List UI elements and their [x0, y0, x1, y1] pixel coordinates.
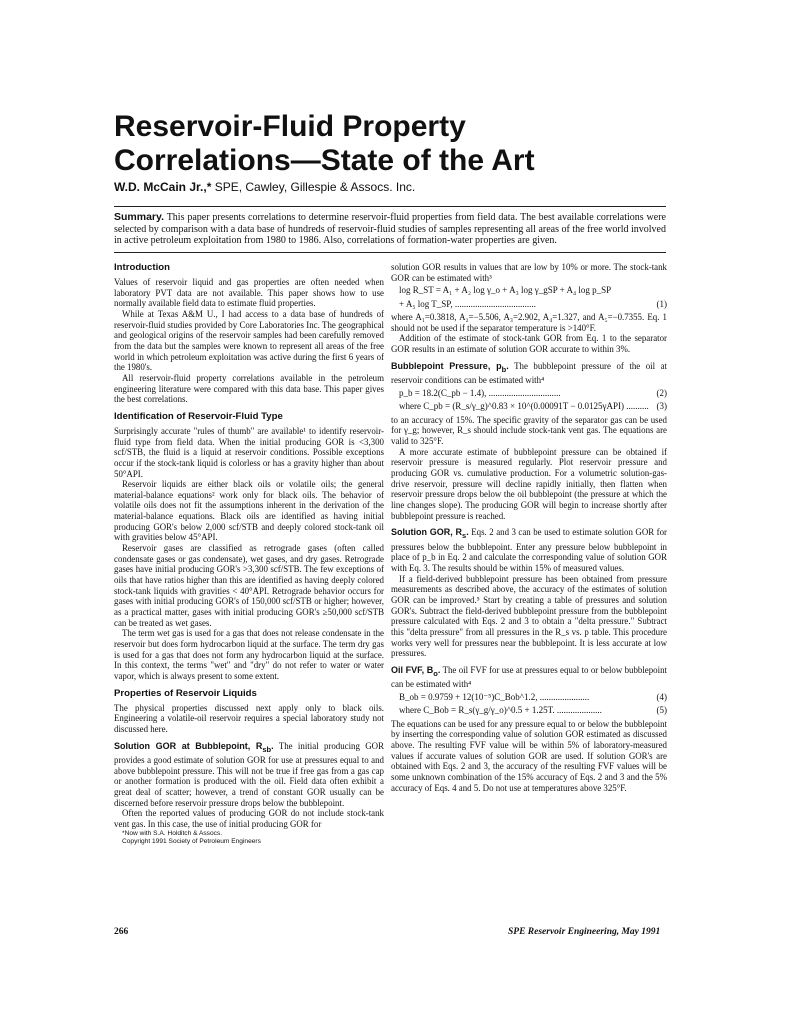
paragraph: The physical properties discussed next apply only to black oils. Engineering a volatile-oil reservoir requires a special laboratory study not discussed here.: [114, 702, 384, 734]
subsection-oil-fvf: Oil FVF, $B_o$. The oil FVF for use at pressures equal to or below bubblepoint can be estimated with⁴: [391, 664, 667, 690]
paragraph: solution GOR results in values that are low by 10% or more. The stock-tank GOR can be estimated with³: [391, 262, 667, 283]
paragraph: Reservoir liquids are either black oils or volatile oils; the general material-balance equations² work only for black oils. The behavior of volatile oils does not fit the assumptions inherent in the derivation of the material-balance equations. Black oils are identified as having initial producing GOR's below 2,000 scf/STB and deeply colored stock-tank oil with gravities below 45°API.: [114, 479, 384, 543]
equation-number: (1): [656, 298, 667, 309]
title-line-2: Correlations—State of the Art: [114, 144, 535, 177]
equation-5: where C_Bob = R_s(γ_g/γ_o)^0.5 + 1.25T. .................... (5): [399, 705, 667, 716]
equation-number: (2): [656, 387, 667, 398]
run-in-heading: Solution GOR at Bubblepoint, $R_{sb}$.: [114, 740, 274, 754]
section-heading-identification: Identification of Reservoir-Fluid Type: [114, 410, 283, 422]
paragraph: If a field-derived bubblepoint pressure has been obtained from pressure measurements as described above, the accuracy of the estimates of solution GOR can be improved.⁵ Start by creating a table of pressures and solution GOR's. Subtract the field-derived bubblepoint pressure from the bubblepoint pressure calculated with Eqs. 2 and 3 to obtain a "delta pressure." Subtract this "delta pressure" from all pressures in the R_s vs. p table. This procedure works very well for pressures near the bubblepoint. It is less accurate at low pressures.: [391, 573, 667, 659]
paragraph: Addition of the estimate of stock-tank GOR from Eq. 1 to the separator GOR results in an estimate of solution GOR accurate to within 3%.: [391, 333, 667, 355]
summary-abstract: [114, 206, 666, 247]
summary-text: This paper presents correlations to determine reservoir-fluid properties from field data. The best available correlations were selected by comparison with a data base of hundreds of reservoir-fluid studies of samples representing all areas of the free world involved in active petroleum exploitation from 1980 to 1986. Also, correlations of formation-water properties are given.: [114, 212, 666, 247]
equation-number: (3): [656, 401, 667, 412]
right-column: [391, 262, 667, 793]
byline: [114, 180, 415, 194]
equation-2: p_b = 18.2(C_pb − 1.4), ................................ (2): [399, 387, 667, 398]
run-in-heading: Oil FVF, $B_o$.: [391, 664, 441, 678]
paragraph: where A₁=0.3818, A₂=−5.506, A₃=2.902, A₄=1.327, and A₅=−0.7355. Eq. 1 should not be used if the separator temperature is >140°F.: [391, 312, 667, 333]
equation-number: (4): [656, 692, 667, 703]
equation-1b: + A₅ log T_SP, .................................... (1): [399, 298, 667, 309]
equation-3: where C_pb = (R_s/γ_g)^0.83 × 10^(0.00091T − 0.0125γAPI) .......... (3): [399, 401, 667, 412]
paragraph: The equations can be used for any pressure equal to or below the bubblepoint by inserting the corresponding value of solution GOR estimated as discussed above. The resulting FVF value will be within 5% of laboratory-measured values if accurate values of solution GOR are used. If solution GOR's are obtained with Eqs. 2 and 3, the accuracy of the resulting FVF values will be some unknown combination of the 15% accuracy of Eqs. 2 and 3 and the 5% accuracy of Eqs. 4 and 5. Do not use at temperatures above 325°F.: [391, 718, 667, 793]
summary-label: Summary.: [114, 211, 164, 223]
equation-number: (5): [656, 705, 667, 716]
page-number: 266: [114, 927, 129, 937]
equation-4: B_ob = 0.9759 + 12(10⁻⁵)C_Bob^1.2, ...................... (4): [399, 692, 667, 703]
copyright-notice: Copyright 1991 Society of Petroleum Engineers: [122, 838, 261, 846]
run-in-heading: Bubblepoint Pressure, $p_b$.: [391, 360, 509, 374]
left-column: [114, 262, 384, 846]
subsection-solution-gor-bubblepoint: Solution GOR at Bubblepoint, $R_{sb}$. The initial producing GOR provides a good estimate of solution GOR for use at pressures equal to and above bubblepoint pressure. This will not be true if free gas from a gas cap or another formation is produced with the oil. Field data often exhibit a great deal of scatter; however, a trend of constant GOR usually can be discerned before reservoir pressure drops below the bubblepoint.: [114, 740, 384, 808]
paragraph: Surprisingly accurate "rules of thumb" are available¹ to identify reservoir-fluid type from field data. When the initial producing GOR is <3,300 scf/STB, the fluid is a liquid at reservoir conditions. Possible exceptions occur if the stock-tank liquid is colorless or has a gravity higher than about 50°API.: [114, 425, 384, 479]
title-line-1: Reservoir-Fluid Property: [114, 110, 466, 143]
section-heading-reservoir-liquids: Properties of Reservoir Liquids: [114, 687, 257, 699]
author-name: W.D. McCain Jr.,*: [114, 180, 212, 194]
paragraph: Values of reservoir liquid and gas properties are often needed when laboratory PVT data are not available. This paper shows how to use normally available field data to estimate fluid properties.: [114, 277, 384, 309]
author-affiliation: SPE, Cawley, Gillespie & Assocs. Inc.: [214, 180, 416, 194]
subsection-bubblepoint-pressure: Bubblepoint Pressure, $p_b$. The bubblepoint pressure of the oil at reservoir conditions can be estimated with⁴: [391, 360, 668, 386]
section-heading-introduction: Introduction: [114, 262, 170, 273]
article-title: [114, 110, 714, 178]
paragraph: The term wet gas is used for a gas that does not release condensate in the reservoir but does form hydrocarbon liquid at the surface. The term dry gas is used for a gas that does not form any hydrocarbon liquid at the surface. In this context, the terms "wet" and "dry" do not refer to water or water vapor, which is always present to some extent.: [114, 628, 384, 681]
journal-citation: SPE Reservoir Engineering, May 1991: [508, 927, 661, 937]
footnote: *Now with S.A. Holditch & Assocs.: [122, 829, 223, 837]
summary-bottom-rule: [114, 252, 666, 253]
paragraph: to an accuracy of 15%. The specific gravity of the separator gas can be used for γ_g; however, R_s should include stock-tank vent gas. The equations are valid to 325°F.: [391, 414, 667, 446]
paragraph: Reservoir gases are classified as retrograde gases (often called condensate gases or gas condensate), wet gases, and dry gases. Retrograde gases have initial producing GOR's >3,300 scf/STB. The few exceptions of oils that have ratios higher than this are identified as having deeply colored stock-tank liquids with gravities < 40°API. Retrograde behavior occurs for gases with initial producing GOR's of 150,000 scf/STB or higher; however, as a practical matter, gases with initial producing GOR's ≥50,000 scf/STB can be treated as wet gases.: [114, 543, 384, 628]
run-in-heading: Solution GOR, $R_s$.: [391, 527, 469, 541]
paragraph: All reservoir-fluid property correlations available in the petroleum engineering literature were compared with this data base. This paper gives the best correlations.: [114, 372, 384, 405]
subsection-solution-gor: Solution GOR, $R_s$. Eqs. 2 and 3 can be used to estimate solution GOR for pressures below the bubblepoint. Enter any pressure below bubblepoint in place of p_b in Eq. 2 and calculate the corresponding value of solution GOR with Eq. 3. The results should be within 15% of measured values.: [391, 527, 668, 573]
paragraph: Often the reported values of producing GOR do not include stock-tank vent gas. In this case, the use of initial producing GOR for: [114, 808, 384, 829]
paragraph: A more accurate estimate of bubblepoint pressure can be obtained if reservoir pressure is measured regularly. Plot reservoir pressure and producing GOR vs. cumulative production. For a volumetric solution-gas-drive reservoir, pressure will decline rapidly initially, then flatten when reservoir pressure drops below the oil bubblepoint (the pressure at which the line changes slope). The producing GOR will begin to increase shortly after bubblepoint pressure is reached.: [391, 446, 667, 521]
paragraph: While at Texas A&M U., I had access to a data base of hundreds of reservoir-fluid studies provided by Core Laboratories Inc. The geographical and geological origins of the reservoir samples had been carefully removed from the data but the samples were known to represent all areas of the free world in which petroleum exploitation was active during the first 6 years of the 1980's.: [114, 308, 384, 373]
equation-1a: log R_ST = A₁ + A₂ log γ_o + A₃ log γ_gSP + A₄ log p_SP: [399, 285, 612, 296]
